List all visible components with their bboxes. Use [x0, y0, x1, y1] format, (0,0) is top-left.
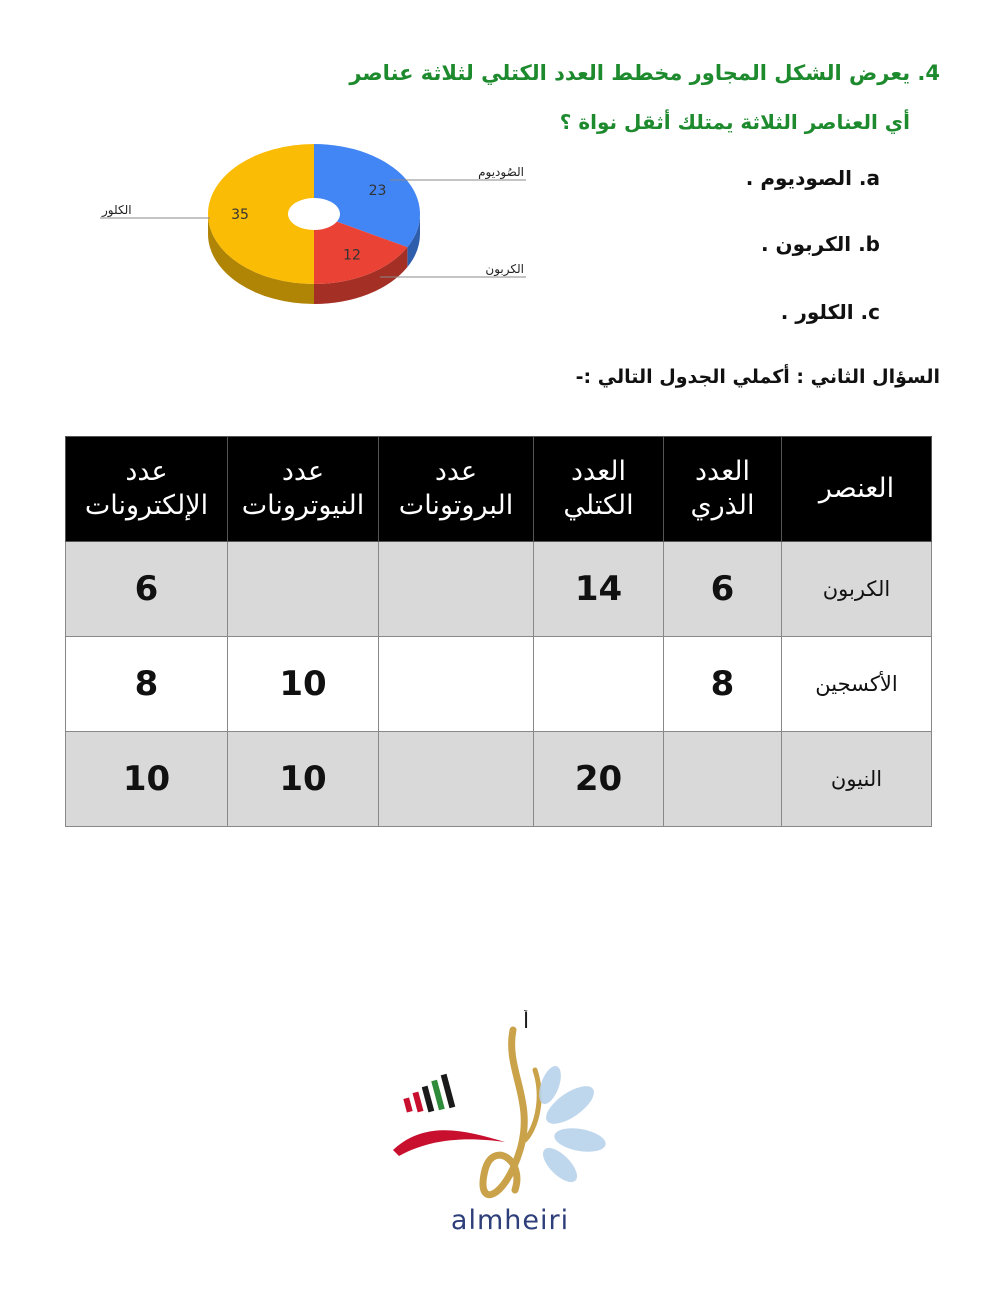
- table-row: [66, 732, 932, 827]
- header-mass-number: العدد الكتلي: [534, 437, 664, 542]
- header-atomic-number: العدد الذري: [664, 437, 782, 542]
- cell-mass-number[interactable]: 14: [534, 542, 664, 637]
- cell-mass-number[interactable]: [534, 637, 664, 732]
- cell-protons[interactable]: [379, 732, 534, 827]
- cell-atomic-number[interactable]: 6: [664, 542, 782, 637]
- pie-value-label: 35: [231, 207, 249, 223]
- pie-value-label: 12: [343, 247, 361, 264]
- table-row: [66, 542, 932, 637]
- red-swoosh-icon: [393, 1130, 505, 1156]
- gold-calligraphy-icon: [483, 1030, 524, 1195]
- table-row: [66, 637, 932, 732]
- cell-electrons[interactable]: 10: [66, 732, 228, 827]
- question-2-title: السؤال الثاني : أكملي الجدول التالي :-: [575, 366, 940, 388]
- cell-atomic-number[interactable]: 8: [664, 637, 782, 732]
- option-c[interactable]: c. الكلور .: [780, 300, 880, 324]
- cell-atomic-number[interactable]: [664, 732, 782, 827]
- header-neutrons: عدد النيوترونات: [228, 437, 379, 542]
- cell-element-name: الأكسجين: [782, 637, 932, 732]
- pie-category-label: الكربون: [485, 262, 524, 276]
- question-4-title: 4. يعرض الشكل المجاور مخطط العدد الكتلي لثلاثة عناصر: [349, 61, 940, 85]
- option-a[interactable]: a. الصوديوم .: [745, 166, 880, 190]
- option-b[interactable]: b. الكربون .: [760, 232, 880, 256]
- pie-category-label: الصُوديوم: [478, 165, 524, 179]
- header-electrons: عدد الإلكترونات: [66, 437, 228, 542]
- cell-mass-number[interactable]: 20: [534, 732, 664, 827]
- cell-neutrons[interactable]: 10: [228, 637, 379, 732]
- elements-table: [65, 436, 932, 827]
- cell-electrons[interactable]: 6: [66, 542, 228, 637]
- pie-value-label: 23: [368, 182, 387, 199]
- logo-glyph: أ: [523, 1010, 530, 1034]
- mass-number-pie-chart: [90, 140, 540, 330]
- cell-protons[interactable]: [379, 542, 534, 637]
- cell-neutrons[interactable]: [228, 542, 379, 637]
- pie-category-label: الكلور: [102, 203, 132, 217]
- table-header-row: [66, 437, 932, 542]
- flag-strokes-icon: [403, 1074, 455, 1113]
- header-element: العنصر: [782, 437, 932, 542]
- cell-element-name: الكربون: [782, 542, 932, 637]
- cell-electrons[interactable]: 8: [66, 637, 228, 732]
- logo-text: almheiri: [450, 1205, 570, 1236]
- cell-neutrons[interactable]: 10: [228, 732, 379, 827]
- cell-protons[interactable]: [379, 637, 534, 732]
- flower-petals-icon: [535, 1063, 608, 1187]
- header-protons: عدد البروتونات: [379, 437, 534, 542]
- question-4-subtitle: أي العناصر الثلاثة يمتلك أثقل نواة ؟: [559, 110, 910, 134]
- cell-element-name: النيون: [782, 732, 932, 827]
